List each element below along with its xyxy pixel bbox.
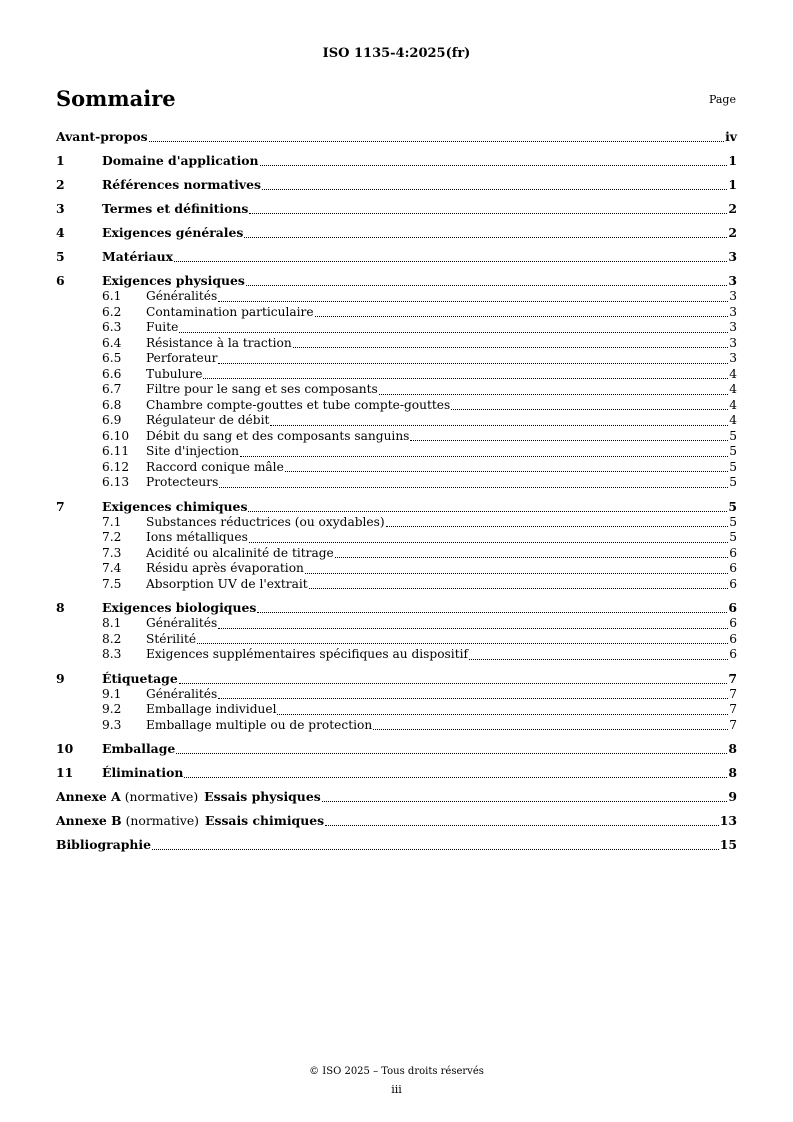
entry-page: 7 bbox=[729, 717, 737, 732]
dot-leader bbox=[322, 801, 728, 802]
entry-page: 6 bbox=[729, 616, 737, 630]
toc-entry-subclause-6-11[interactable] bbox=[56, 444, 737, 460]
subclause-number: 9.2 bbox=[102, 702, 122, 716]
entry-page: 5 bbox=[729, 428, 737, 443]
subclause-number: 6.8 bbox=[102, 397, 122, 412]
toc-entry-foreword[interactable] bbox=[56, 129, 737, 145]
entry-page: 6 bbox=[729, 576, 737, 591]
entry-title: Régulateur de débit bbox=[146, 413, 270, 427]
entry-page: 3 bbox=[729, 351, 737, 365]
entry-page: 8 bbox=[728, 741, 737, 756]
toc-entry-clause-2[interactable] bbox=[56, 177, 737, 193]
entry-page: 4 bbox=[729, 413, 737, 427]
dot-leader bbox=[240, 456, 728, 457]
toc-entry-clause-10[interactable] bbox=[56, 741, 737, 757]
toc-entry-subclause-6-9[interactable] bbox=[56, 413, 737, 429]
entry-page: 3 bbox=[728, 249, 737, 264]
entry-page: 3 bbox=[729, 304, 737, 319]
dot-leader bbox=[277, 714, 728, 715]
dot-leader bbox=[257, 612, 727, 613]
toc-entry-subclause-6-8[interactable] bbox=[56, 398, 737, 414]
entry-title: Raccord conique mâle bbox=[146, 459, 284, 474]
dot-leader bbox=[335, 557, 728, 558]
toc-entry-subclause-6-3[interactable] bbox=[56, 320, 737, 336]
dot-leader bbox=[262, 189, 727, 190]
entry-title: Perforateur bbox=[146, 351, 218, 365]
page-title: Sommaire bbox=[56, 86, 176, 111]
subclause-number: 8.2 bbox=[102, 631, 122, 646]
subclause-number: 6.13 bbox=[102, 475, 130, 489]
entry-spacer bbox=[56, 805, 737, 813]
entry-page: iv bbox=[725, 129, 737, 144]
subclause-number: 7.4 bbox=[102, 561, 122, 575]
dot-leader bbox=[325, 825, 719, 826]
entry-title: Substances réductrices (ou oxydables) bbox=[146, 514, 385, 529]
toc-entry-subclause-9-2[interactable] bbox=[56, 702, 737, 718]
clause-number: 10 bbox=[56, 741, 74, 756]
subclause-number: 6.6 bbox=[102, 366, 122, 381]
entry-title: Avant-propos bbox=[56, 129, 148, 144]
toc-entry-subclause-6-13[interactable] bbox=[56, 475, 737, 491]
toc-entry-annex-0[interactable] bbox=[56, 789, 737, 805]
entry-page: 2 bbox=[728, 201, 737, 216]
clause-number: 1 bbox=[56, 153, 65, 168]
subclause-number: 6.5 bbox=[102, 351, 122, 365]
entry-spacer bbox=[56, 733, 737, 741]
clause-number: 11 bbox=[56, 765, 74, 780]
entry-spacer bbox=[56, 663, 737, 671]
dot-leader bbox=[309, 588, 729, 589]
entry-spacer bbox=[56, 145, 737, 153]
toc-entry-bibliography[interactable] bbox=[56, 837, 737, 853]
entry-page: 9 bbox=[728, 789, 737, 804]
dot-leader bbox=[184, 777, 727, 778]
dot-leader bbox=[386, 526, 729, 527]
dot-leader bbox=[203, 378, 728, 379]
clause-number: 6 bbox=[56, 273, 65, 288]
entry-page: 5 bbox=[729, 475, 737, 489]
clause-number: 8 bbox=[56, 600, 65, 615]
clause-number: 7 bbox=[56, 498, 65, 514]
toc-entry-clause-1[interactable] bbox=[56, 153, 737, 169]
entry-spacer bbox=[56, 491, 737, 499]
subclause-number: 7.2 bbox=[102, 530, 122, 544]
entry-page: 4 bbox=[729, 366, 737, 381]
toc-entry-clause-11[interactable] bbox=[56, 765, 737, 781]
entry-title: Fuite bbox=[146, 320, 179, 334]
toc-entry-subclause-7-1[interactable] bbox=[56, 515, 737, 531]
subclause-number: 6.9 bbox=[102, 413, 122, 427]
entry-page: 1 bbox=[728, 153, 737, 168]
entry-title: Exigences biologiques bbox=[102, 600, 257, 615]
entry-spacer bbox=[56, 217, 737, 225]
dot-leader bbox=[248, 511, 727, 512]
entry-title: Termes et définitions bbox=[102, 201, 249, 216]
footer-copyright: © ISO 2025 – Tous droits réservés bbox=[309, 1066, 484, 1077]
clause-number: 5 bbox=[56, 249, 65, 264]
toc-entry-subclause-6-6[interactable] bbox=[56, 367, 737, 383]
entry-page: 3 bbox=[729, 320, 737, 334]
entry-page: 4 bbox=[729, 382, 737, 396]
toc-entry-subclause-6-12[interactable] bbox=[56, 460, 737, 476]
entry-page: 6 bbox=[729, 561, 737, 575]
annex-label: Annexe A bbox=[56, 789, 121, 804]
annex-status: (normative) bbox=[124, 789, 199, 804]
toc-entry-annex-1[interactable] bbox=[56, 813, 737, 829]
entry-title: Absorption UV de l'extrait bbox=[146, 576, 308, 591]
subclause-number: 6.4 bbox=[102, 335, 122, 350]
toc-entry-subclause-6-1[interactable] bbox=[56, 289, 737, 305]
dot-leader bbox=[379, 394, 728, 395]
clause-number: 4 bbox=[56, 225, 65, 240]
subclause-number: 7.1 bbox=[102, 514, 122, 529]
entry-page: 6 bbox=[729, 545, 737, 560]
annex-status: (normative) bbox=[125, 813, 200, 828]
entry-spacer bbox=[56, 265, 737, 273]
toc-entry-subclause-7-2[interactable] bbox=[56, 530, 737, 546]
toc-entry-clause-6[interactable] bbox=[56, 273, 737, 289]
entry-page: 5 bbox=[729, 514, 737, 529]
entry-title: Emballage multiple ou de protection bbox=[146, 717, 373, 732]
entry-page: 5 bbox=[729, 530, 737, 544]
entry-spacer bbox=[56, 193, 737, 201]
entry-page: 5 bbox=[729, 459, 737, 474]
entry-title: Élimination bbox=[102, 765, 184, 780]
entry-title: Étiquetage bbox=[102, 670, 178, 686]
entry-title: Emballage bbox=[102, 741, 176, 756]
dot-leader bbox=[244, 237, 727, 238]
toc-entry-subclause-6-4[interactable] bbox=[56, 336, 737, 352]
entry-title: Généralités bbox=[146, 289, 218, 303]
toc-entry-clause-9[interactable] bbox=[56, 671, 737, 687]
subclause-number: 6.1 bbox=[102, 289, 122, 303]
entry-title: Site d'injection bbox=[146, 444, 239, 458]
entry-title: Filtre pour le sang et ses composants bbox=[146, 382, 378, 396]
entry-title: Contamination particulaire bbox=[146, 304, 314, 319]
entry-title: Protecteurs bbox=[146, 475, 219, 489]
subclause-number: 6.2 bbox=[102, 304, 122, 319]
entry-page: 7 bbox=[729, 702, 737, 716]
toc-entry-subclause-8-3[interactable] bbox=[56, 647, 737, 663]
entry-title: Matériaux bbox=[102, 249, 174, 264]
entry-title: Essais physiques bbox=[204, 789, 321, 804]
subclause-number: 6.12 bbox=[102, 459, 130, 474]
entry-page: 3 bbox=[728, 273, 737, 288]
entry-title: Exigences générales bbox=[102, 225, 244, 240]
clause-number: 9 bbox=[56, 670, 65, 686]
entry-page: 5 bbox=[729, 444, 737, 458]
toc-entry-subclause-7-3[interactable] bbox=[56, 546, 737, 562]
toc-entry-subclause-7-5[interactable] bbox=[56, 577, 737, 593]
dot-leader bbox=[249, 213, 727, 214]
dot-leader bbox=[246, 285, 727, 286]
toc-entry-clause-3[interactable] bbox=[56, 201, 737, 217]
dot-leader bbox=[305, 573, 728, 574]
dot-leader bbox=[179, 332, 728, 333]
entry-title: Domaine d'application bbox=[102, 153, 259, 168]
entry-title: Emballage individuel bbox=[146, 702, 277, 716]
entry-page: 6 bbox=[728, 600, 737, 615]
entry-title: Stérilité bbox=[146, 631, 197, 646]
entry-page: 7 bbox=[729, 686, 737, 701]
entry-title: Ions métalliques bbox=[146, 530, 248, 544]
entry-title: Résistance à la traction bbox=[146, 335, 292, 350]
toc-entry-subclause-8-2[interactable] bbox=[56, 632, 737, 648]
subclause-number: 9.3 bbox=[102, 717, 122, 732]
dot-leader bbox=[315, 316, 729, 317]
dot-leader bbox=[285, 471, 728, 472]
dot-leader bbox=[270, 425, 728, 426]
dot-leader bbox=[218, 363, 728, 364]
subclause-number: 6.11 bbox=[102, 444, 130, 458]
entry-spacer bbox=[56, 829, 737, 837]
subclause-number: 7.3 bbox=[102, 545, 122, 560]
entry-page: 3 bbox=[729, 289, 737, 303]
dot-leader bbox=[451, 409, 728, 410]
dot-leader bbox=[179, 683, 728, 684]
clause-number: 3 bbox=[56, 201, 65, 216]
subclause-number: 6.7 bbox=[102, 382, 122, 396]
entry-title: Généralités bbox=[146, 616, 218, 630]
dot-leader bbox=[149, 141, 725, 142]
entry-title: Exigences chimiques bbox=[102, 498, 248, 514]
entry-title: Exigences physiques bbox=[102, 273, 245, 288]
entry-title: Résidu après évaporation bbox=[146, 561, 304, 575]
dot-leader bbox=[218, 628, 728, 629]
annex-label: Annexe B bbox=[56, 813, 122, 828]
subclause-number: 6.3 bbox=[102, 320, 122, 334]
entry-title: Bibliographie bbox=[56, 837, 152, 852]
subclause-number: 8.3 bbox=[102, 647, 122, 661]
dot-leader bbox=[174, 261, 727, 262]
entry-spacer bbox=[56, 592, 737, 600]
toc-entry-clause-4[interactable] bbox=[56, 225, 737, 241]
toc-entry-subclause-6-10[interactable] bbox=[56, 429, 737, 445]
toc-entry-subclause-8-1[interactable] bbox=[56, 616, 737, 632]
page-column-label: Page bbox=[708, 93, 736, 106]
entry-page: 6 bbox=[729, 647, 737, 661]
entry-page: 3 bbox=[729, 335, 737, 350]
subclause-number: 6.10 bbox=[102, 428, 130, 443]
entry-page: 15 bbox=[719, 837, 737, 852]
subclause-number: 8.1 bbox=[102, 616, 122, 630]
entry-page: 4 bbox=[729, 397, 737, 412]
entry-title: Exigences supplémentaires spécifiques au dispositif bbox=[146, 647, 469, 661]
entry-page: 1 bbox=[728, 177, 737, 192]
entry-spacer bbox=[56, 757, 737, 765]
entry-title: Débit du sang et des composants sanguins bbox=[146, 428, 410, 443]
entry-title: Acidité ou alcalinité de titrage bbox=[146, 545, 334, 560]
toc-entry-subclause-6-5[interactable] bbox=[56, 351, 737, 367]
toc-entry-clause-5[interactable] bbox=[56, 249, 737, 265]
dot-leader bbox=[249, 542, 728, 543]
table-of-contents bbox=[56, 129, 737, 853]
entry-spacer bbox=[56, 241, 737, 249]
toc-entry-subclause-7-4[interactable] bbox=[56, 561, 737, 577]
footer-page-number: iii bbox=[391, 1083, 402, 1096]
entry-page: 6 bbox=[729, 631, 737, 646]
subclause-number: 9.1 bbox=[102, 686, 122, 701]
entry-spacer bbox=[56, 781, 737, 789]
entry-title: Généralités bbox=[146, 686, 218, 701]
dot-leader bbox=[293, 347, 729, 348]
dot-leader bbox=[197, 643, 728, 644]
entry-spacer bbox=[56, 169, 737, 177]
toc-entry-subclause-9-3[interactable] bbox=[56, 718, 737, 734]
entry-title: Chambre compte-gouttes et tube compte-gouttes bbox=[146, 397, 451, 412]
document-header: ISO 1135-4:2025(fr) bbox=[322, 46, 471, 61]
toc-entry-subclause-6-2[interactable] bbox=[56, 305, 737, 321]
dot-leader bbox=[373, 729, 728, 730]
dot-leader bbox=[219, 487, 728, 488]
entry-page: 13 bbox=[719, 813, 737, 828]
toc-entry-clause-7[interactable] bbox=[56, 499, 737, 515]
entry-title: Essais chimiques bbox=[205, 813, 325, 828]
dot-leader bbox=[152, 849, 719, 850]
dot-leader bbox=[260, 165, 728, 166]
toc-entry-subclause-6-7[interactable] bbox=[56, 382, 737, 398]
entry-title: Références normatives bbox=[102, 177, 261, 192]
entry-page: 2 bbox=[728, 225, 737, 240]
dot-leader bbox=[218, 698, 728, 699]
entry-page: 8 bbox=[728, 765, 737, 780]
toc-entry-clause-8[interactable] bbox=[56, 600, 737, 616]
entry-page: 7 bbox=[728, 670, 737, 686]
toc-entry-subclause-9-1[interactable] bbox=[56, 687, 737, 703]
clause-number: 2 bbox=[56, 177, 65, 192]
subclause-number: 7.5 bbox=[102, 576, 122, 591]
dot-leader bbox=[469, 659, 728, 660]
dot-leader bbox=[218, 301, 728, 302]
entry-page: 5 bbox=[728, 498, 737, 514]
entry-title: Tubulure bbox=[146, 366, 203, 381]
dot-leader bbox=[176, 753, 727, 754]
dot-leader bbox=[410, 440, 728, 441]
